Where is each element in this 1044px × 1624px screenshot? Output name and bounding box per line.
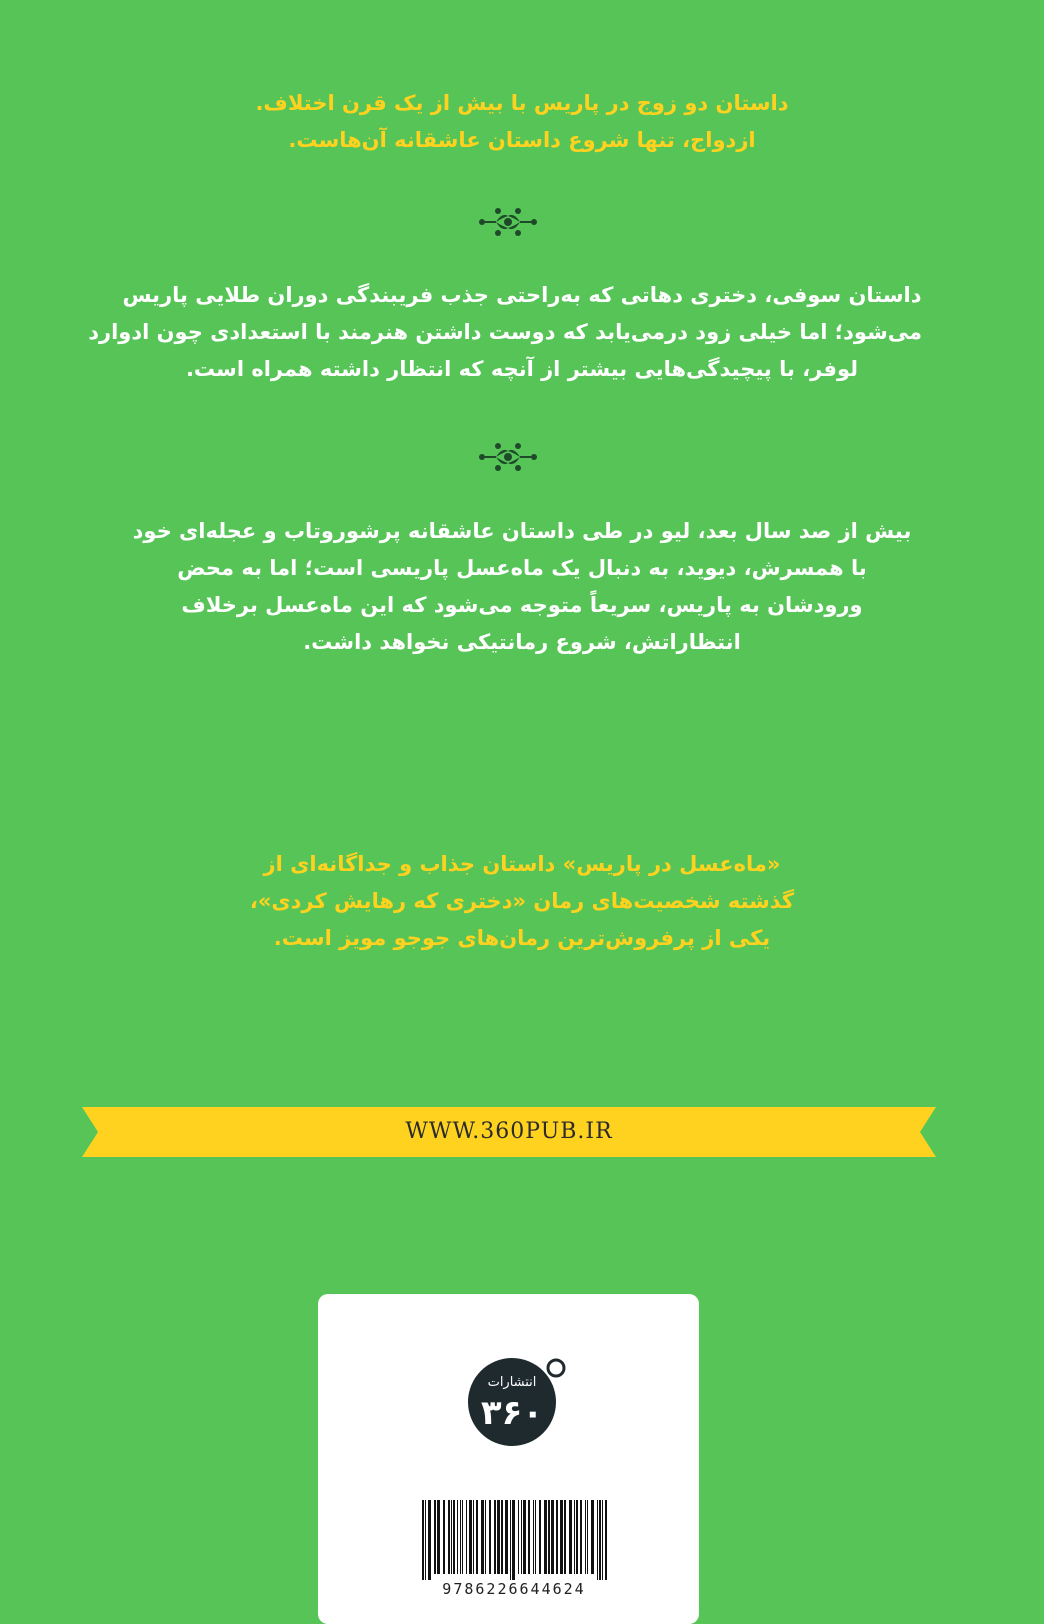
barcode-bar [521,1500,522,1574]
divider-ornament-icon [476,202,540,242]
barcode-bar [481,1500,484,1574]
barcode-bar [602,1500,603,1580]
paragraph-sophie [88,277,922,388]
barcode-bar [462,1500,463,1574]
barcode-bar [518,1500,519,1574]
barcode-bar [505,1500,508,1574]
barcode-bar [605,1500,607,1580]
barcode-bar [580,1500,582,1574]
barcode-bar [497,1500,500,1574]
barcode-bar [448,1500,450,1574]
barcode-bar [443,1500,445,1574]
paragraph-line: داستان سوفی، دختری دهاتی که به‌راحتی جذب فریبندگی دوران طلایی پاریس [122,283,922,307]
barcode-bar [585,1500,586,1574]
barcode-bar [528,1500,530,1574]
barcode-bar [597,1500,598,1580]
paragraph-line: با همسرش، دیوید، به دنبال یک ماه‌عسل پاریسی است؛ اما به محض [177,556,867,580]
divider-ornament-icon [476,437,540,477]
barcode-bar [512,1500,515,1580]
barcode-bar [434,1500,436,1574]
tagline-line: ازدواج، تنها شروع داستان عاشقانه آن‌هاست. [288,128,756,152]
blurb-line: «ماه‌عسل در پاریس» داستان جذاب و جداگانه‌ای از [263,852,781,876]
paragraph-line: لوفر، با پیچیدگی‌هایی بیشتر از آنچه که انتظار داشته همراه است. [185,357,859,381]
barcode-bar [494,1500,496,1574]
barcode-bar [569,1500,572,1574]
barcode-bar [437,1500,440,1574]
barcode-bar [564,1500,566,1574]
barcode-bar [599,1500,601,1580]
paragraph-line: انتظاراتش، شروع رمانتیکی نخواهد داشت. [303,630,741,654]
blurb-line: یکی از پرفروش‌ترین رمان‌های جوجو مویز است. [273,926,771,950]
barcode-bar [539,1500,541,1574]
publisher-logo-icon [456,1340,576,1450]
barcode-bar [591,1500,594,1574]
barcode-bar [473,1500,474,1574]
barcode-bar [425,1500,426,1580]
barcode-bar [574,1500,575,1574]
barcode-bar [560,1500,563,1574]
barcode-bar [548,1500,550,1574]
barcode-bar [469,1500,472,1574]
publisher-logo-text: انتشارات [487,1375,537,1390]
tagline-line: داستان دو زوج در پاریس با بیش از یک قرن اختلاف. [255,91,789,115]
barcode-bar [510,1500,511,1580]
barcode-bar [428,1500,431,1580]
blurb-line: گذشته شخصیت‌های رمان «دختری که رهایش کردی»، [249,889,795,913]
barcode-bar [466,1500,467,1574]
publisher-logo-number: ۳۶۰ [480,1393,544,1433]
barcode-bar [535,1500,536,1574]
barcode-bar [551,1500,554,1574]
paragraph-line: می‌شود؛ اما خیلی زود درمی‌یابد که دوست داشتن هنرمند با استعدادی چون ادوارد [88,320,922,344]
paragraph-line: بیش از صد سال بعد، لیو در طی داستان عاشقانه پرشوروتاب و عجله‌ای خود [132,519,912,543]
barcode-bar [501,1500,503,1574]
barcode-bar [587,1500,588,1574]
barcode-bar [523,1500,526,1574]
barcode-bar [422,1500,424,1580]
website-url[interactable]: WWW.360PUB.IR [405,1119,613,1144]
barcode-bar [457,1500,458,1574]
barcode-bar [556,1500,558,1574]
barcode-bar [476,1500,478,1574]
barcode-bar [533,1500,534,1574]
barcode-bar [485,1500,486,1574]
blurb [122,846,922,957]
barcode-bar [451,1500,452,1574]
barcode-bar [576,1500,578,1574]
paragraph-liv [122,513,922,661]
barcode-bar [460,1500,461,1574]
isbn-number: 9786226644624 [442,1580,586,1598]
tagline [122,85,922,159]
barcode-bar [544,1500,547,1574]
barcode-bar [489,1500,491,1574]
barcode-bar [453,1500,455,1574]
paragraph-line: ورودشان به پاریس، سریعاً متوجه می‌شود که این ماه‌عسل برخلاف [181,593,863,617]
